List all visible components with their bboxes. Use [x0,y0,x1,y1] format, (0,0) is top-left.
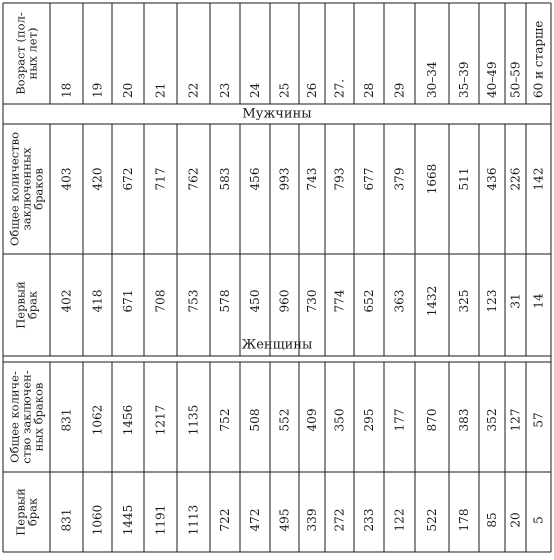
cell-men-total-8: 993 [277,167,292,191]
table-cells [8,12,546,536]
cell-women-first-9: 339 [305,508,319,532]
header-men-total-line-2: заключенных [19,147,34,231]
cell-men-first-6: 578 [218,289,232,313]
header-men-first-line-1: Первый [13,281,28,329]
cell-men-first-14: 325 [457,289,471,313]
cell-age-7: 24 [248,82,262,98]
cell-age-11: 28 [362,82,376,98]
cell-women-first-16: 20 [508,512,523,528]
cell-men-total-6: 583 [218,167,232,191]
header-women-first-line-1: Первый [13,488,28,536]
cell-men-first-17: 14 [531,293,546,309]
cell-men-first-12: 363 [392,289,407,313]
cell-men-total-2: 420 [90,167,105,191]
cell-men-first-4: 708 [153,289,168,313]
cell-age-16: 50–59 [508,61,523,98]
cell-women-total-17: 57 [531,412,546,428]
cell-women-total-11: 295 [362,408,376,432]
header-women-total-line-2: ство заключен- [19,370,34,464]
cell-age-12: 29 [392,82,407,98]
cell-women-first-13: 522 [425,508,439,532]
cell-age-3: 20 [121,82,135,98]
header-women-total-line-1: Общее количе- [7,371,22,463]
cell-men-total-3: 672 [121,167,135,191]
cell-women-total-12: 177 [392,408,407,432]
cell-women-total-1: 831 [59,408,74,432]
cell-men-total-7: 456 [248,167,262,191]
cell-women-total-7: 508 [248,408,262,432]
cell-age-4: 21 [153,82,168,98]
cell-men-first-1: 402 [59,289,74,313]
cell-women-first-4: 1191 [153,504,168,536]
cell-women-total-9: 409 [305,408,319,432]
cell-age-8: 25 [277,82,292,98]
cell-age-17: 60 и старше [531,20,546,98]
cell-men-first-15: 123 [485,289,499,313]
header-men-total-line-1: Общее количество [7,131,22,247]
cell-women-total-16: 127 [508,408,523,432]
cell-men-first-16: 31 [508,293,523,309]
cell-men-first-5: 753 [186,289,201,313]
cell-men-first-11: 652 [362,289,376,313]
header-women-total-line-3: ных браков [31,382,46,452]
cell-women-total-13: 870 [425,408,439,432]
cell-age-14: 35–39 [457,61,471,98]
cell-women-first-6: 722 [218,508,232,532]
cell-men-first-3: 671 [121,289,135,313]
cell-women-first-15: 85 [485,512,499,528]
cell-men-total-17: 142 [531,167,546,191]
cell-women-total-2: 1062 [90,404,105,436]
cell-women-first-8: 495 [277,508,292,532]
cell-women-total-6: 752 [218,408,232,432]
cell-men-first-2: 418 [90,289,105,313]
cell-age-2: 19 [90,82,105,98]
header-men-total-line-3: браков [31,168,46,210]
cell-women-total-4: 1217 [153,404,168,436]
header-age-line-1: Возраст (пол- [13,12,28,95]
cell-women-total-10: 350 [332,408,347,432]
cell-women-first-17: 5 [531,516,546,524]
cell-women-first-10: 272 [332,508,347,532]
cell-age-6: 23 [218,82,232,98]
header-age-line-2: ных лет) [25,27,40,80]
cell-women-first-2: 1060 [90,504,105,536]
cell-age-5: 22 [186,82,201,98]
section-men-title: Мужчины [242,106,312,122]
cell-men-total-10: 793 [332,167,347,191]
cell-women-total-8: 552 [277,408,292,432]
cell-women-first-14: 178 [457,508,471,532]
cell-men-total-15: 436 [485,167,499,191]
cell-women-total-3: 1456 [121,404,135,436]
cell-men-total-4: 717 [153,167,168,191]
cell-women-first-5: 1113 [186,504,201,536]
cell-men-first-13: 1432 [425,285,439,317]
cell-men-total-5: 762 [186,167,201,191]
header-women-first-line-2: брак [25,497,40,527]
cell-women-first-12: 122 [392,508,407,532]
cell-men-total-1: 403 [59,167,74,191]
cell-age-13: 30–34 [425,61,439,98]
header-men-first-line-2: брак [25,290,40,320]
cell-men-first-7: 450 [248,289,262,313]
cell-age-15: 40–49 [485,61,499,98]
cell-women-first-3: 1445 [121,504,135,536]
cell-women-first-11: 233 [362,508,376,532]
cell-men-total-14: 511 [457,167,471,191]
cell-women-first-1: 831 [59,508,74,532]
section-women-title: Женщины [241,337,313,353]
cell-men-total-11: 677 [362,167,376,191]
cell-women-total-5: 1135 [186,404,201,436]
cell-age-10: 27. [332,78,347,98]
cell-men-total-16: 226 [508,167,523,191]
cell-women-first-7: 472 [248,508,262,532]
cell-men-first-9: 730 [305,289,319,313]
cell-men-total-12: 379 [392,167,407,191]
cell-men-first-8: 960 [277,289,292,313]
cell-age-1: 18 [59,82,74,98]
cell-women-total-14: 383 [457,408,471,432]
cell-age-9: 26 [305,82,319,98]
cell-men-total-13: 1668 [425,163,439,195]
cell-women-total-15: 352 [485,408,499,432]
cell-men-total-9: 743 [305,167,319,191]
cell-men-first-10: 774 [332,289,347,313]
